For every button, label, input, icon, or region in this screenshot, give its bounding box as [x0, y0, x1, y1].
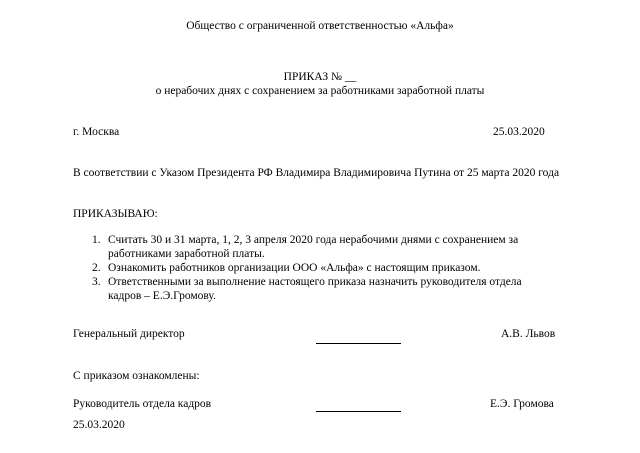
order-item-number: 2.: [92, 262, 101, 274]
director-signature-line: [316, 343, 401, 344]
order-date: 25.03.2020: [493, 126, 545, 138]
order-subtitle: о нерабочих днях с сохранением за работниками заработной платы: [155, 85, 485, 97]
acquainted-label: С приказом ознакомлены:: [73, 370, 200, 382]
hr-signature-line: [316, 411, 401, 412]
order-item: [92, 275, 542, 303]
order-item: [92, 233, 542, 261]
order-item-number: 1.: [92, 234, 101, 246]
order-item-text: Считать 30 и 31 марта, 1, 2, 3 апреля 2020 года нерабочими днями с сохранением за работниками заработной платы.: [108, 234, 519, 260]
hr-name: Е.Э. Громова: [490, 398, 554, 410]
director-name: А.В. Львов: [501, 328, 556, 340]
preamble: В соответствии с Указом Президента РФ Владимира Владимировича Путина от 25 марта 2020 года: [73, 167, 560, 179]
hr-position: Руководитель отдела кадров: [73, 398, 212, 410]
order-title: ПРИКАЗ № __: [283, 71, 357, 83]
city: г. Москва: [73, 126, 120, 138]
director-position: Генеральный директор: [73, 328, 185, 340]
organization-header: Общество с ограниченной ответственностью «Альфа»: [186, 20, 454, 32]
order-items-list: [92, 233, 542, 303]
order-word: ПРИКАЗЫВАЮ:: [73, 208, 158, 220]
order-item-text: Ознакомить работников организации ООО «Альфа» с настоящим приказом.: [108, 262, 481, 274]
order-item-number: 3.: [92, 276, 101, 288]
order-item-text: Ответственными за выполнение настоящего приказа назначить руководителя отдела кадров – Е.Э.Громову.: [108, 276, 522, 302]
order-item: [92, 261, 542, 275]
acquaintance-date: 25.03.2020: [73, 419, 125, 431]
